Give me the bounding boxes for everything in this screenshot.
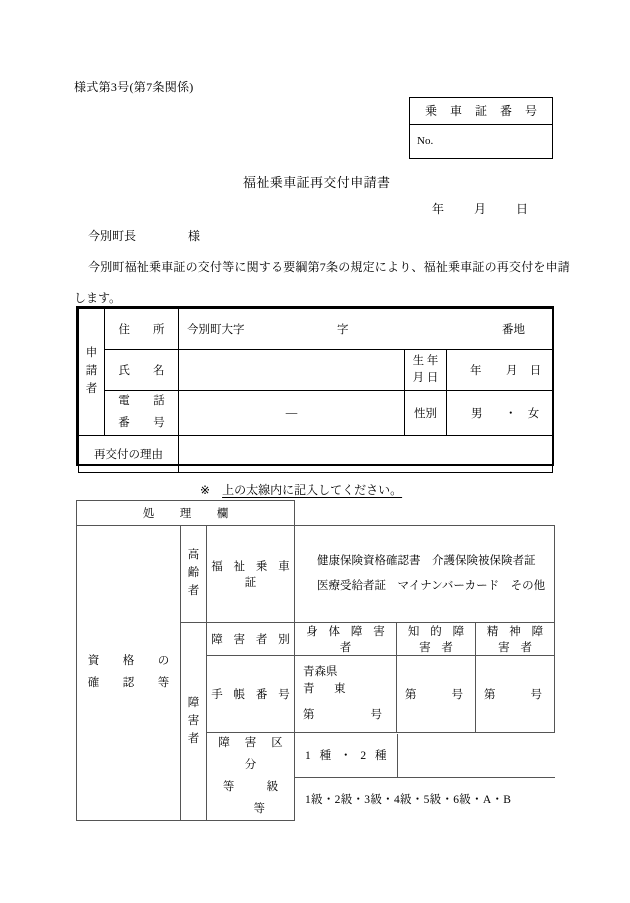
date-year-label: 年: [432, 202, 445, 216]
elderly-document-line-2[interactable]: 医療受給者証 マイナンバーカード その他: [317, 580, 546, 592]
table-row: [79, 309, 553, 350]
table-row: [77, 501, 555, 526]
applicant-side-char-1: 申: [85, 347, 98, 360]
mental-no-prefix: 第: [484, 689, 496, 701]
gender-female-option[interactable]: 女: [527, 407, 540, 420]
physical-booklet-number-row: [303, 707, 396, 724]
disability-type-options-blank[interactable]: [397, 734, 555, 778]
date-month-label: 月: [474, 202, 487, 216]
addressee-name: 今別町長: [88, 229, 137, 243]
elderly-side-char-1: 高: [187, 549, 200, 562]
physical-booklet-pref: 青森県: [303, 665, 338, 678]
applicant-side-char-2: 請: [85, 364, 98, 377]
qualification-label-line-1: 資 格 の: [87, 655, 176, 668]
table-row: [79, 435, 553, 472]
intellectual-no-suffix: 号: [451, 689, 463, 701]
pass-number-box: [409, 97, 553, 159]
qualification-label: [77, 526, 181, 821]
birthdate-input[interactable]: [447, 350, 553, 391]
birth-month-label: 月: [506, 365, 518, 377]
address-label: 住 所: [105, 309, 179, 350]
processing-head-label: 処 理 欄: [77, 501, 295, 526]
elderly-side-label: [181, 526, 207, 623]
disabled-side-label: [181, 623, 207, 821]
body-text-line-2: します。: [74, 291, 122, 305]
reissue-reason-input[interactable]: [179, 435, 553, 472]
table-row: [295, 734, 555, 778]
applicant-side-label: [79, 309, 105, 436]
applicant-side-char-3: 者: [85, 382, 98, 395]
processing-table: [76, 500, 555, 821]
birthdate-label-line-1: 生 年: [412, 355, 439, 368]
disability-grade-label-line-2: 等 級 等: [222, 780, 285, 815]
booklet-number-label: 手 帳 番 号: [207, 656, 295, 733]
name-label: 氏 名: [105, 350, 179, 391]
body-text-line-1: 今別町福祉乗車証の交付等に関する要綱第7条の規定により、福祉乗車証の再交付を申請: [88, 260, 571, 274]
qualification-label-line-2: 確 認 等: [87, 677, 176, 690]
address-mid: 字: [337, 324, 349, 336]
birthdate-label-line-2: 月 日: [412, 372, 439, 384]
address-input[interactable]: [179, 309, 553, 350]
table-row: [79, 350, 553, 391]
mental-no-suffix: 号: [530, 689, 543, 701]
disability-grade-options[interactable]: 1級・2級・3級・4級・5級・6級・A・B: [295, 777, 555, 820]
disability-type-options[interactable]: 1 種 ・ 2 種: [295, 734, 397, 778]
addressee-honorific: 様: [188, 229, 201, 243]
gender-male-option[interactable]: 男: [471, 407, 483, 420]
applicant-table: [78, 308, 553, 473]
disability-grade-label-line-1: 障 害 区 分: [218, 737, 289, 771]
mental-booklet-number-input[interactable]: [476, 656, 555, 733]
gender-label: 性別: [405, 391, 447, 436]
pass-number-label: 乗 車 証 番 号: [410, 98, 552, 125]
phone-label-line-2: 番 号: [118, 416, 171, 429]
table-row: [79, 391, 553, 436]
physical-no-suffix: 号: [370, 709, 382, 722]
phone-label: [105, 391, 179, 436]
intellectual-booklet-number-input[interactable]: [397, 656, 476, 733]
grade-options-wrapper: [295, 733, 555, 821]
elderly-category-label: 福 祉 乗 車 証: [207, 526, 295, 623]
table-row: [295, 777, 555, 820]
disability-grade-label: [207, 733, 295, 821]
birthdate-label: [405, 350, 447, 391]
elderly-document-options[interactable]: [295, 526, 555, 623]
note-mark-icon: ※: [200, 483, 211, 497]
elderly-side-char-3: 者: [187, 584, 200, 597]
disability-type-label: 障 害 者 別: [207, 623, 295, 656]
disabled-side-char-3: 者: [187, 732, 200, 745]
reissue-reason-label: 再交付の理由: [79, 435, 179, 472]
intellectual-no-prefix: 第: [405, 689, 417, 701]
note-line: [200, 481, 402, 498]
phone-label-line-1: 電 話: [118, 395, 171, 407]
intellectual-disability-header: 知 的 障 害 者: [397, 623, 476, 656]
address-suffix: 番地: [502, 324, 525, 336]
gender-options[interactable]: [447, 391, 553, 436]
disabled-side-char-1: 障: [187, 696, 200, 709]
disabled-side-char-2: 害: [187, 714, 200, 727]
birth-day-label: 日: [529, 365, 542, 377]
date-day-label: 日: [516, 202, 529, 216]
phone-input[interactable]: ―: [179, 391, 405, 436]
address-prefix: 今別町大字: [187, 324, 245, 336]
table-row: [77, 526, 555, 623]
page-title: 福祉乗車証再交付申請書: [243, 175, 391, 190]
gender-separator: ・: [505, 407, 517, 420]
physical-no-prefix: 第: [303, 709, 315, 722]
addressee-line: [88, 227, 200, 244]
pass-number-value[interactable]: No.: [417, 135, 434, 147]
name-input[interactable]: [179, 350, 405, 391]
elderly-side-char-2: 齢: [187, 567, 200, 580]
mental-disability-header: 精 神 障 害 者: [476, 623, 555, 656]
physical-disability-header: 身 体 障 害 者: [295, 623, 397, 656]
note-text: 上の太線内に記入してください。: [222, 483, 403, 497]
date-line[interactable]: [432, 200, 529, 217]
physical-booklet-line-2: 青 東: [303, 682, 350, 695]
birth-year-label: 年: [470, 365, 482, 377]
form-number: 様式第3号(第7条関係): [74, 80, 194, 94]
physical-booklet-number-input[interactable]: [295, 656, 397, 733]
elderly-document-line-1[interactable]: 健康保険資格確認書 介護保険被保険者証: [317, 554, 536, 567]
